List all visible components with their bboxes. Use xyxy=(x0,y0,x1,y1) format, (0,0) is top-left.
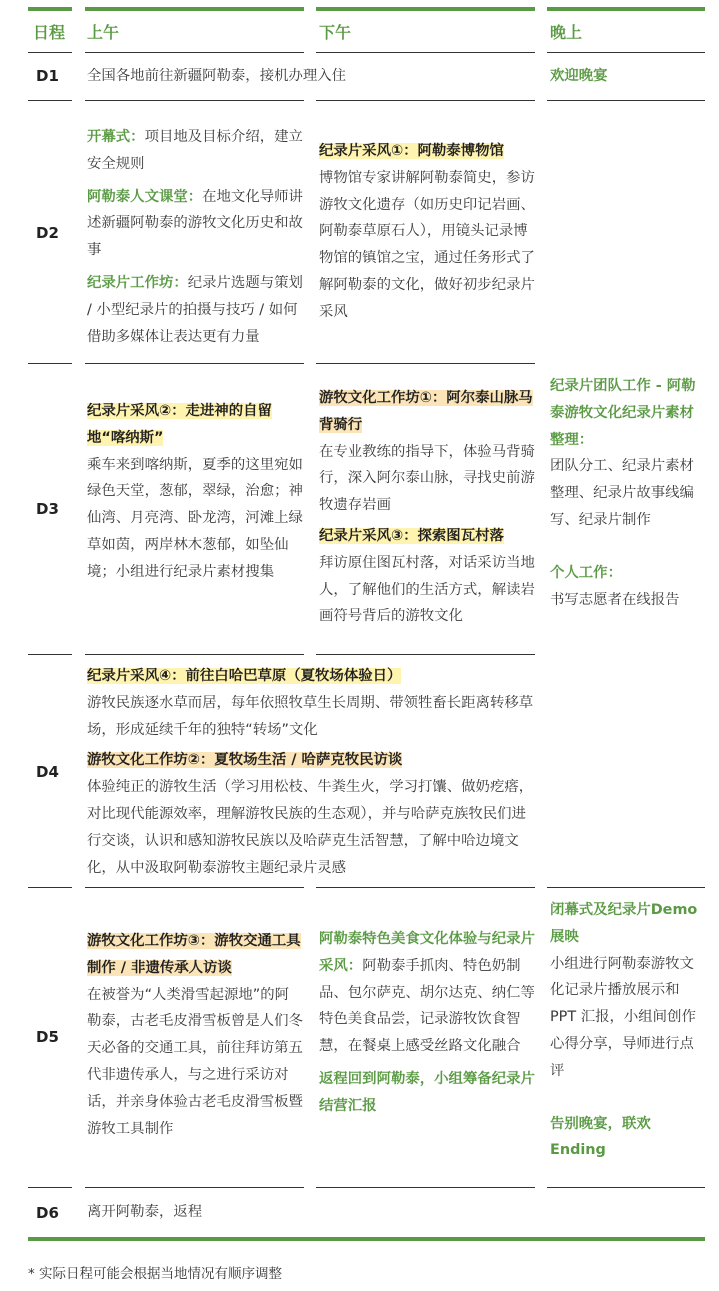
d5-m1-text: 在被誉为“人类滑雪起源地”的阿勒泰，古老毛皮滑雪板曾是人们冬天必备的交通工具，前往拜访第五代非遗传承人，与之进行采访对话，并亲身体验古老毛皮滑雪板暨游牧工具制作 xyxy=(87,986,303,1137)
d3-m1-title: 纪录片采风②：走进神的自留地“喀纳斯” xyxy=(87,403,272,446)
d1-evening: 欢迎晚宴 xyxy=(550,68,608,84)
day-label-d3: D3 xyxy=(36,500,59,518)
row-divider xyxy=(316,887,535,888)
d6-morning: 离开阿勒泰，返程 xyxy=(87,1204,203,1220)
d4-content xyxy=(87,663,537,881)
d2-doc-workshop: 纪录片工作坊：纪录片选题与策划 / 小型纪录片的拍摄与技巧 / 如何借助多媒体让表达更有力量 xyxy=(87,274,303,345)
d5-e1-text: 小组进行阿勒泰游牧文化记录片播放展示和 PPT 汇报，小组间创作心得分享，导师进行点评 xyxy=(550,955,696,1079)
header-evening: 晚上 xyxy=(550,23,583,42)
row-divider xyxy=(316,654,535,655)
d4-t1-title: 纪录片采风④：前往白哈巴草原（夏牧场体验日） xyxy=(87,668,402,684)
header-morning: 上午 xyxy=(87,23,120,42)
d3-e1-text: 团队分工、纪录片素材整理、纪录片故事线编写、纪录片制作 xyxy=(550,458,694,528)
d5-m1-title: 游牧文化工作坊③：游牧交通工具制作 / 非遗传承人访谈 xyxy=(87,933,301,976)
row-divider xyxy=(28,1187,72,1188)
d2-culture-class: 阿勒泰人文课堂：在地文化导师讲述新疆阿勒泰的游牧文化历史和故事 xyxy=(87,188,303,259)
d3-e2-text: 书写志愿者在线报告 xyxy=(550,591,680,608)
d5-a1: 阿勒泰特色美食文化体验与纪录片采风：阿勒泰手抓肉、特色奶制品、包尔萨克、胡尔达克、纳仁等特色美食品尝，记录游牧饮食智慧，在餐桌上感受丝路文化融合 xyxy=(319,931,535,1055)
header-bar xyxy=(547,7,705,11)
row-divider xyxy=(85,1187,304,1188)
day-label-d5: D5 xyxy=(36,1028,59,1046)
row-divider xyxy=(547,887,705,888)
footnote: * 实际日程可能会根据当地情况有顺序调整 xyxy=(28,1266,283,1282)
day-label-d4: D4 xyxy=(36,763,59,781)
row-divider xyxy=(547,52,705,53)
day-label-d2: D2 xyxy=(36,224,59,242)
row-divider xyxy=(316,52,535,53)
d5-evening xyxy=(550,897,705,1164)
d2-afternoon xyxy=(319,138,535,326)
d5-afternoon xyxy=(319,926,537,1120)
day-label-d6: D6 xyxy=(36,1204,59,1222)
d3-e1-title: 纪录片团队工作 - 阿勒泰游牧文化纪录片素材整理： xyxy=(550,378,696,448)
header-bar xyxy=(316,7,535,11)
row-divider xyxy=(28,654,72,655)
d3-a2-title: 纪录片采风③：探索图瓦村落 xyxy=(319,527,504,544)
d3-evening xyxy=(550,373,705,613)
row-divider xyxy=(316,363,535,364)
header-day: 日程 xyxy=(33,23,66,42)
d3-e2-title: 个人工作： xyxy=(550,564,622,581)
row-divider xyxy=(28,52,72,53)
header-bar xyxy=(85,7,304,11)
row-divider xyxy=(85,100,304,101)
day-label-d1: D1 xyxy=(36,67,59,85)
d3-afternoon xyxy=(319,385,537,630)
d4-t1-text: 游牧民族逐水草而居，每年依照牧草生长周期、带领牲畜长距离转移草场，形成延续千年的独特“转场”文化 xyxy=(87,694,534,738)
row-divider xyxy=(85,52,304,53)
row-divider xyxy=(547,1187,705,1188)
d2-a1-text: 博物馆专家讲解阿勒泰简史，参访游牧文化遗存（如历史印记岩画、阿勒泰草原石人），用镜头记录博物馆的镇馆之宝，通过任务形式了解阿勒泰的文化，做好初步纪录片采风 xyxy=(319,169,535,320)
d3-a1-title: 游牧文化工作坊①：阿尔泰山脉马背骑行 xyxy=(319,390,533,433)
row-divider xyxy=(85,887,304,888)
row-divider xyxy=(85,654,304,655)
row-divider xyxy=(28,100,72,101)
row-divider xyxy=(316,100,535,101)
d3-a2-text: 拜访原住图瓦村落，对话采访当地人，了解他们的生活方式，解读岩画符号背后的游牧文化 xyxy=(319,554,535,625)
d5-e1-title: 闭幕式及纪录片Demo 展映 xyxy=(550,902,698,945)
row-divider xyxy=(28,887,72,888)
d2-opening: 开幕式：项目地及目标介绍，建立安全规则 xyxy=(87,129,303,172)
row-divider xyxy=(316,1187,535,1188)
d4-t2-title: 游牧文化工作坊②：夏牧场生活 / 哈萨克牧民访谈 xyxy=(87,752,403,769)
header-bar xyxy=(28,7,72,11)
d2-a1-title: 纪录片采风①：阿勒泰博物馆 xyxy=(319,143,504,159)
row-divider xyxy=(547,100,705,101)
d2-morning xyxy=(87,124,305,350)
d5-a2: 返程回到阿勒泰，小组筹备纪录片结营汇报 xyxy=(319,1070,535,1114)
d1-morning: 全国各地前往新疆阿勒泰，接机办理入住 xyxy=(87,68,347,84)
d3-a1-text: 在专业教练的指导下，体验马背骑行，深入阿尔泰山脉，寻找史前游牧遗存岩画 xyxy=(319,443,535,514)
row-divider xyxy=(28,363,72,364)
d5-morning xyxy=(87,928,303,1142)
d3-morning xyxy=(87,398,303,586)
row-divider xyxy=(85,363,304,364)
d3-m1-text: 乘车来到喀纳斯，夏季的这里宛如绿色天堂，葱郁，翠绿，治愈；神仙湾、月亮湾、卧龙湾，河滩上绿草如茵，两岸林木葱郁，如坠仙境；小组进行纪录片素材搜集 xyxy=(87,456,303,580)
d4-t2-text: 体验纯正的游牧生活（学习用松枝、牛粪生火，学习打馕、做奶疙瘩，对比现代能源效率，理解游牧民族的生态观），并与哈萨克族牧民们进行交谈，认识和感知游牧民族以及哈萨克生活智慧，了解中哈边境文化，从中汲取阿勒泰游牧主题纪录片灵感 xyxy=(87,779,534,876)
d5-e2-title: 告别晚宴，联欢Ending xyxy=(550,1115,651,1159)
header-afternoon: 下午 xyxy=(319,23,352,42)
footer-bar xyxy=(28,1237,705,1241)
